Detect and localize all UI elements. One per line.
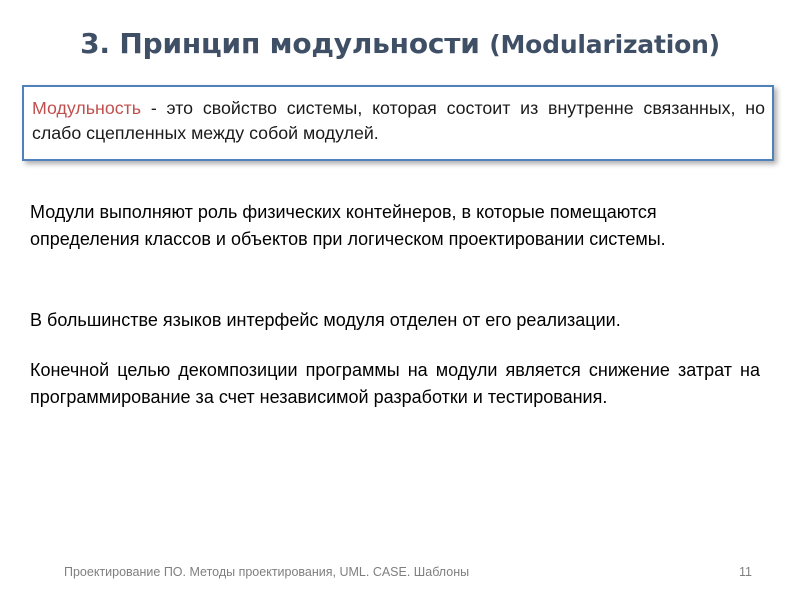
slide-title-main: 3. Принцип модульности — [80, 27, 490, 60]
definition-term: Модульность — [32, 98, 142, 118]
slide-title — [0, 22, 800, 67]
paragraph-interface-separation: В большинстве языков интерфейс модуля отделен от его реализации. — [30, 310, 621, 330]
paragraph-modules-containers: Модули выполняют роль физических контейнеров, в которые помещаются определения классов и объектов при логическом проектировании системы. — [30, 202, 666, 249]
paragraph-decomposition-goal: Конечной целью декомпозиции программы на модули является снижение затрат на программирование за счет независимой разработки и тестирования. — [30, 360, 760, 407]
definition-text — [32, 96, 765, 146]
definition-body: - это свойство системы, которая состоит из внутренне связанных, но слабо сцепленных между собой модулей. — [32, 98, 765, 143]
definition-box — [22, 85, 774, 161]
footer-caption: Проектирование ПО. Методы проектирования, UML. CASE. Шаблоны — [64, 565, 470, 579]
page-number: 11 — [739, 565, 752, 579]
slide-title-english: (Modularization) — [489, 30, 720, 59]
